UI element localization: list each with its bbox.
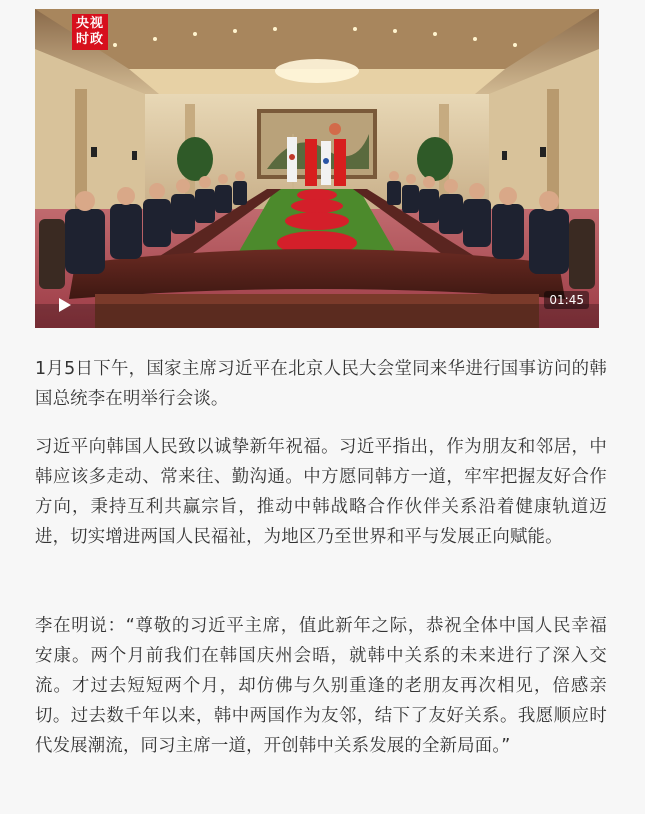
video-player[interactable] xyxy=(35,9,599,328)
play-icon xyxy=(53,294,75,316)
cctv-news-logo xyxy=(72,14,108,50)
play-button[interactable] xyxy=(53,294,75,316)
logo-line-2: 时政 xyxy=(75,32,104,47)
video-duration: 01:45 xyxy=(544,291,589,309)
article-paragraph: 1月5日下午，国家主席习近平在北京人民大会堂同来华进行国事访问的韩国总统李在明举行会谈。 xyxy=(35,359,607,409)
article-paragraph: 李在明说：“尊敬的习近平主席，值此新年之际，恭祝全体中国人民幸福安康。两个月前我们在韩国庆州会晤，就韩中关系的未来进行了深入交流。才过去短短两个月，却仿佛与久别重逢的老朋友再次相见，倍感亲切。过去数千年以来，韩中两国作为友邻，结下了友好关系。我愿顺应时代发展潮流，同习主席一道，开创韩中关系发展的全新局面。” xyxy=(35,616,607,756)
logo-line-1: 央视 xyxy=(75,16,104,31)
article-paragraph: 习近平向韩国人民致以诚挚新年祝福。习近平指出，作为朋友和邻居，中韩应该多走动、常来往、勤沟通。中方愿同韩方一道，牢牢把握友好合作方向，秉持互利共赢宗旨，推动中韩战略合作伙伴关系沿着健康轨道迈进，切实增进两国人民福祉，为地区乃至世界和平与发展正向赋能。 xyxy=(35,437,607,547)
video-frame-meeting-hall xyxy=(35,9,599,328)
